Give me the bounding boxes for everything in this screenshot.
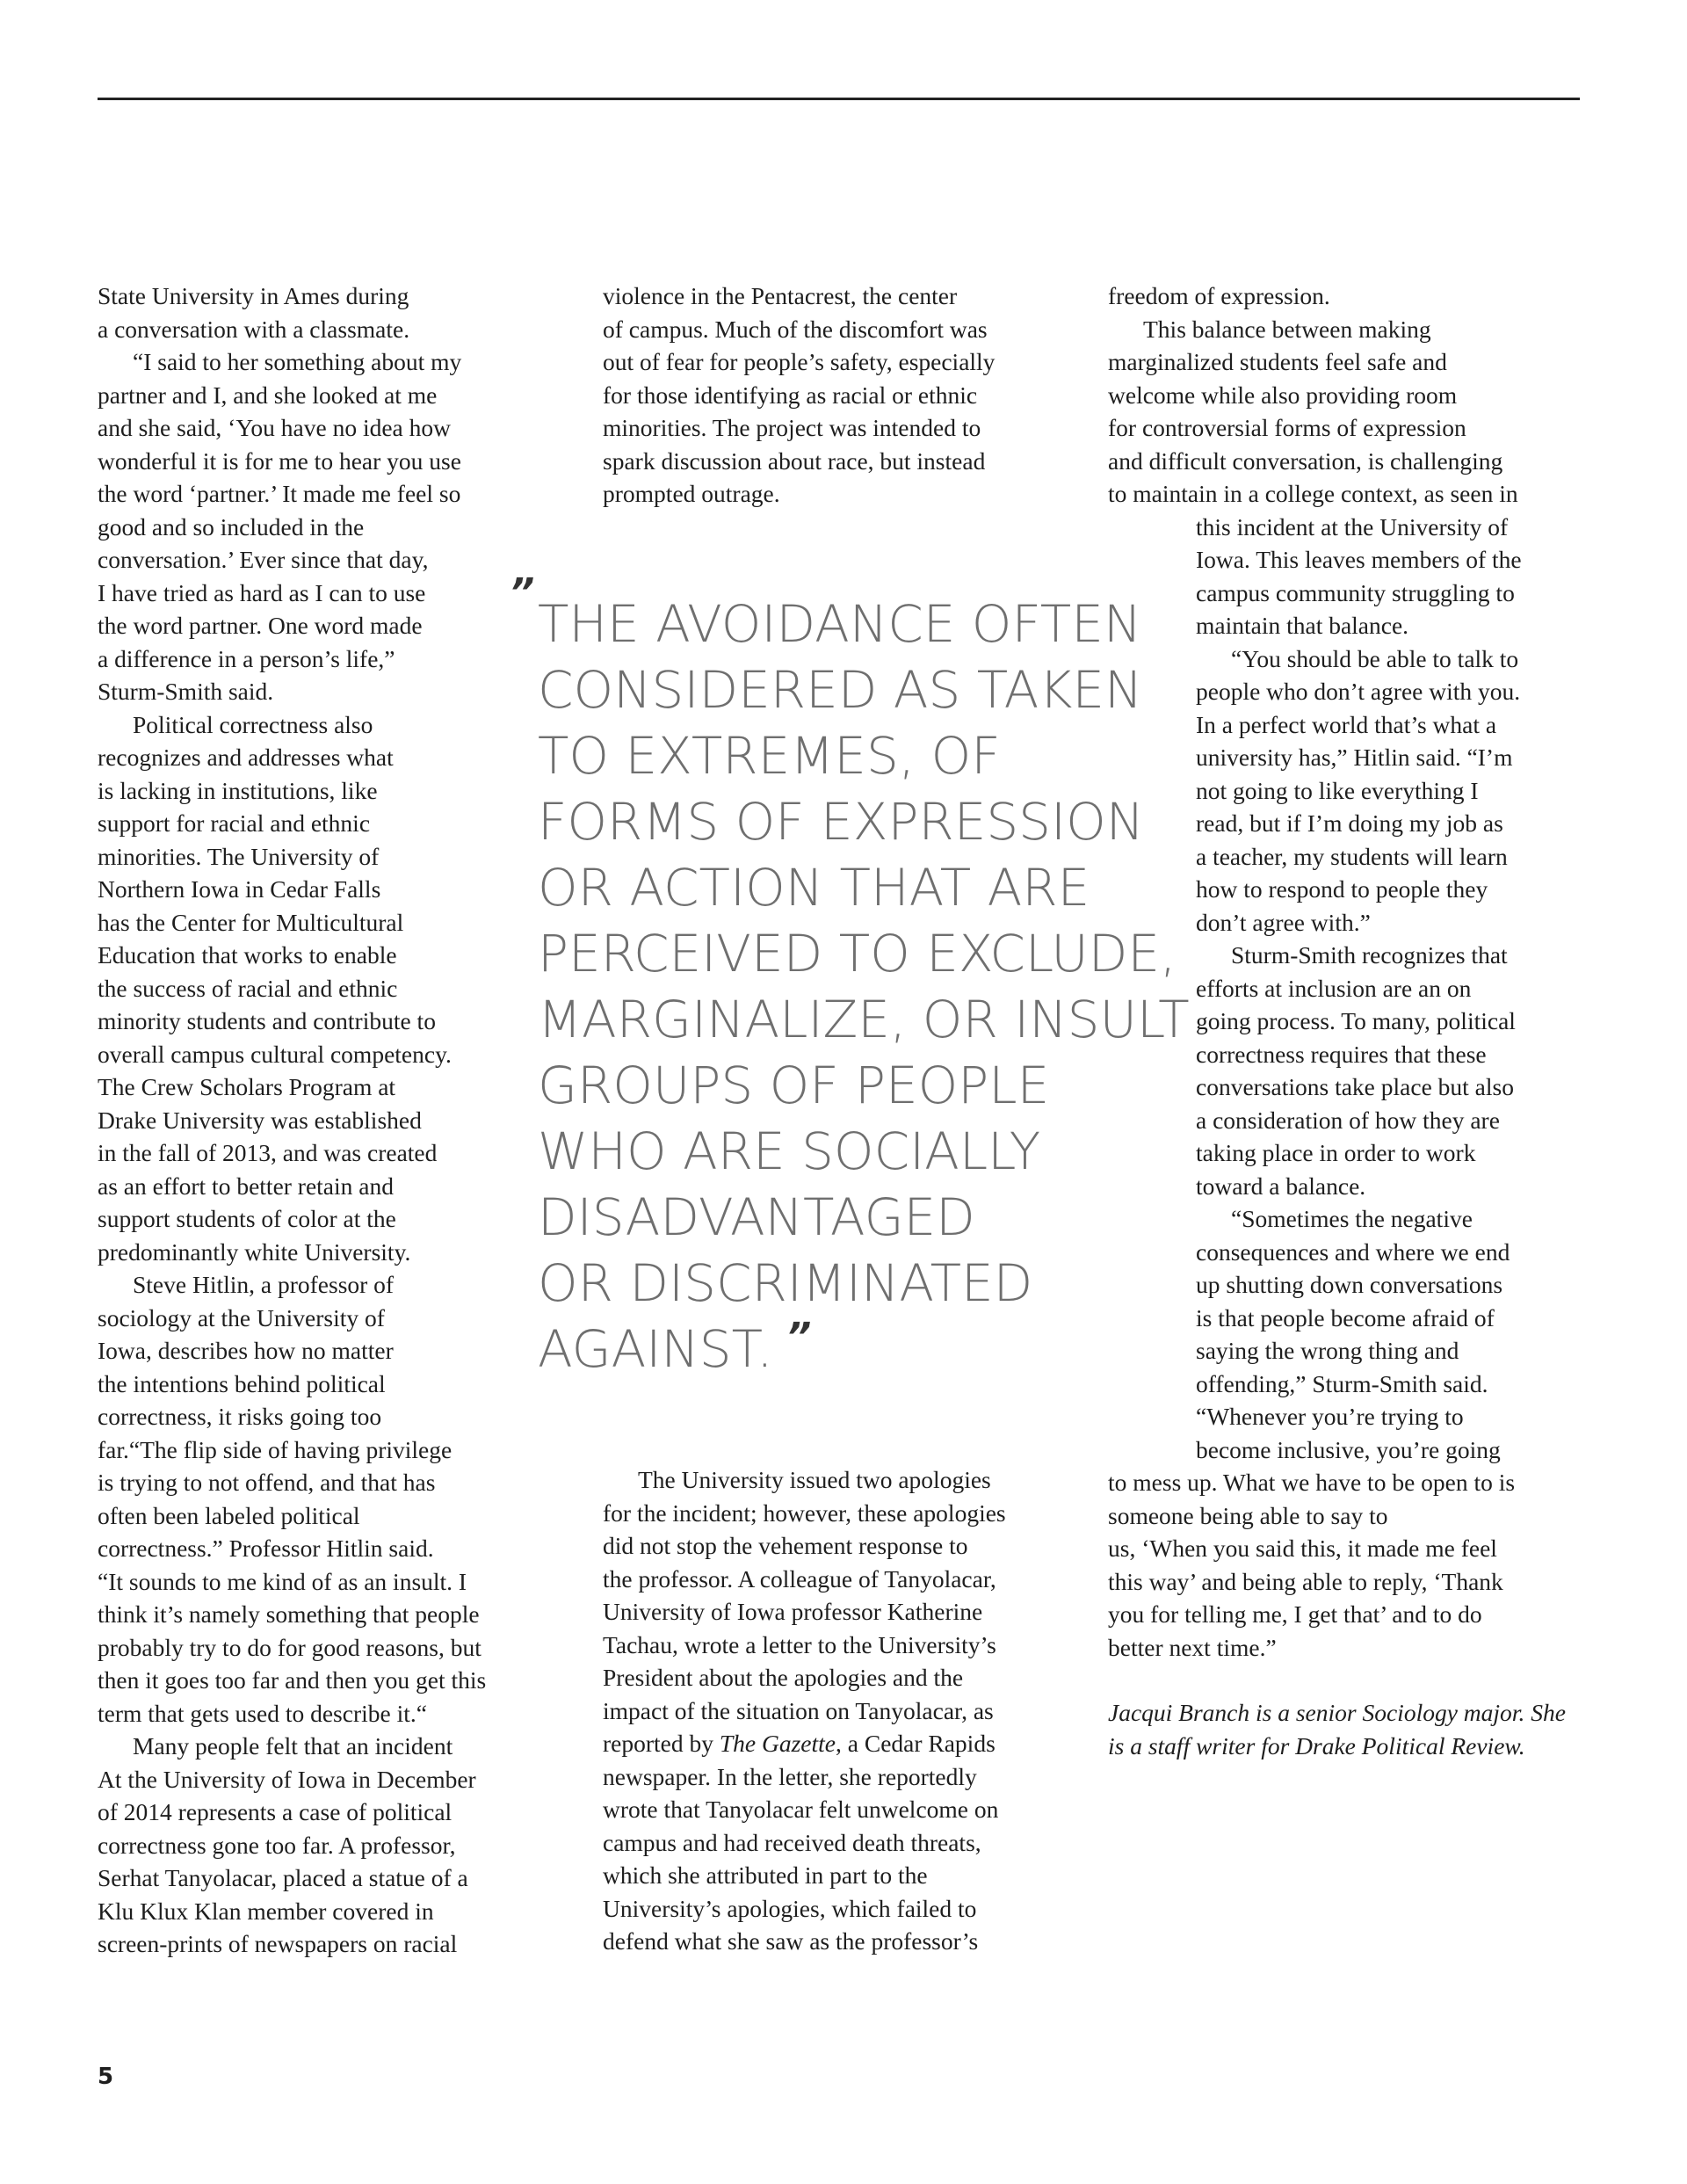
column-1 [98, 279, 537, 1961]
text-line: sociology at the University of [98, 1303, 385, 1331]
text-line: of 2014 represents a case of political [98, 1798, 453, 1825]
text-line: us, ‘When you said this, it made me feel [1108, 1535, 1497, 1562]
text-line: WHO ARE SOCIALLY [538, 1121, 1041, 1181]
text-line: marginalized students feel safe and [1108, 348, 1447, 375]
text-line: this way’ and being able to reply, ‘Thank [1108, 1567, 1503, 1595]
text-line: In a perfect world that’s what a [1196, 710, 1497, 738]
text-line: Many people felt that an incident [133, 1732, 453, 1760]
page-number: 5 [98, 2064, 114, 2090]
text-line: has the Center for Multicultural [98, 908, 404, 936]
close-quote-mark: ” [786, 1315, 812, 1360]
text-line: “Whenever you’re trying to [1196, 1403, 1464, 1430]
text-line: efforts at inclusion are an on [1196, 974, 1472, 1002]
text-line: predominantly white University. [98, 1237, 411, 1266]
text-line: At the University of Iowa in December [98, 1765, 476, 1793]
text-line: minorities. The project was intended to [603, 414, 981, 441]
text-line: a difference in a person’s life,” [98, 644, 395, 672]
col2-line: Tachau, wrote a letter to the University’s [603, 1630, 996, 1658]
publication-name: The Gazette [719, 1730, 836, 1757]
text-line: “You should be able to talk to [1231, 644, 1519, 672]
text-line: you for telling me, I get that’ and to do [1108, 1600, 1482, 1628]
text-line: and difficult conversation, is challenging [1108, 446, 1503, 475]
text-line: “It sounds to me kind of as an insult. I [98, 1567, 467, 1595]
text-line: Steve Hitlin, a professor of [133, 1271, 395, 1298]
col1-paragraph-2 [98, 345, 537, 708]
col2-text: reported by [603, 1730, 720, 1757]
col2-paragraph-1 [603, 279, 1060, 511]
text-line: up shutting down conversations [1196, 1271, 1503, 1298]
text-line: a teacher, my students will learn [1196, 842, 1508, 870]
text-line: and she said, ‘You have no idea how [98, 414, 451, 441]
col1-paragraph-1 [98, 279, 537, 345]
text-line: a consideration of how they are [1196, 1106, 1500, 1134]
open-quote-mark: ” [510, 570, 535, 615]
text-line: DISADVANTAGED [538, 1187, 975, 1247]
col2-line: for the incident; however, these apologies [603, 1498, 1006, 1527]
text-line: The Crew Scholars Program at [98, 1073, 396, 1100]
text-line: consequences and where we end [1196, 1237, 1510, 1266]
text-line: campus community struggling to [1196, 578, 1515, 606]
text-line: TO EXTREMES, OF [538, 726, 1001, 786]
text-line: someone being able to say to [1108, 1501, 1388, 1529]
text-line: better next time.” [1108, 1633, 1277, 1661]
text-line: this incident at the University of [1196, 512, 1509, 541]
text-line: Klu Klux Klan member covered in [98, 1897, 434, 1925]
text-line: is that people become afraid of [1196, 1303, 1495, 1331]
text-line: FORMS OF EXPRESSION [538, 792, 1145, 852]
text-line: overall campus cultural competency. [98, 1040, 452, 1068]
text-line: partner and I, and she looked at me [98, 381, 438, 409]
col2-line: the professor. A colleague of Tanyolacar, [603, 1564, 996, 1593]
text-line: is trying to not offend, and that has [98, 1469, 436, 1496]
col2-line: University of Iowa professor Katherine [603, 1598, 983, 1625]
text-line: good and so included in the [98, 512, 365, 541]
text-line: going process. To many, political [1196, 1007, 1516, 1034]
text-line: out of fear for people’s safety, especially [603, 348, 996, 375]
text-line: University’s apologies, which failed to [603, 1894, 977, 1922]
text-line: THE AVOIDANCE OFTEN [538, 594, 1142, 654]
text-line: is lacking in institutions, like [98, 776, 378, 804]
text-line: don’t agree with.” [1196, 908, 1371, 936]
text-line: correctness gone too far. A professor, [98, 1831, 456, 1859]
text-line: State University in Ames during [98, 282, 409, 309]
text-line: Iowa, describes how no matter [98, 1337, 394, 1364]
text-line: Sturm-Smith said. [98, 678, 274, 705]
pull-quote [538, 591, 1190, 1382]
text-line: of campus. Much of the discomfort was [603, 315, 988, 343]
text-line: term that gets used to describe it.“ [98, 1699, 427, 1727]
text-line: support for racial and ethnic [98, 809, 371, 837]
text-line: which she attributed in part to the [603, 1861, 928, 1889]
text-line: newspaper. In the letter, she reportedly [603, 1762, 977, 1790]
text-line: far.“The flip side of having privilege [98, 1435, 453, 1463]
text-line: GROUPS OF PEOPLE [538, 1056, 1050, 1115]
text-line: screen-prints of newspapers on racial [98, 1930, 458, 1957]
text-line: for those identifying as racial or ethnic [603, 381, 978, 409]
text-line: Serhat Tanyolacar, placed a statue of a [98, 1864, 468, 1891]
text-line: the success of racial and ethnic [98, 974, 398, 1002]
col3-paragraph-5-wrap [1108, 1466, 1582, 1664]
col3-paragraph-1 [1108, 279, 1582, 313]
text-line: toward a balance. [1196, 1172, 1366, 1200]
text-line: prompted outrage. [603, 480, 780, 507]
text-line: CONSIDERED AS TAKEN [538, 660, 1143, 720]
text-line: the intentions behind political [98, 1369, 386, 1397]
text-line: correctness, it risks going too [98, 1403, 382, 1430]
text-line: often been labeled political [98, 1501, 360, 1529]
text-line: Jacqui Branch is a senior Sociology major. She [1108, 1699, 1566, 1726]
text-line: then it goes too far and then you get this [98, 1666, 487, 1694]
col2-line: The University issued two apologies [638, 1466, 991, 1493]
col2-line-publication [603, 1727, 1060, 1760]
col3-paragraph-3 [1108, 642, 1582, 940]
column-2-bottom [603, 1463, 1060, 1958]
text-line: This balance between making [1143, 315, 1431, 343]
text-line: a conversation with a classmate. [98, 315, 410, 343]
text-line: AGAINST. [538, 1319, 773, 1379]
col2-rest [603, 1760, 1060, 1958]
text-line: support students of color at the [98, 1205, 396, 1232]
text-line: offending,” Sturm-Smith said. [1196, 1369, 1488, 1397]
text-line: Iowa. This leaves members of the [1196, 546, 1522, 573]
text-line: spark discussion about race, but instead [603, 446, 986, 475]
text-line: conversation.’ Ever since that day, [98, 546, 429, 573]
col2-line: did not stop the vehement response to [603, 1532, 968, 1559]
text-line: maintain that balance. [1196, 612, 1409, 639]
header-rule [98, 98, 1580, 100]
text-line: campus and had received death threats, [603, 1828, 981, 1856]
col2-line: impact of the situation on Tanyolacar, as [603, 1696, 994, 1724]
text-line: freedom of expression. [1108, 282, 1330, 309]
text-line: read, but if I’m doing my job as [1196, 809, 1503, 837]
text-line: wrote that Tanyolacar felt unwelcome on [603, 1796, 999, 1823]
text-line: correctness requires that these [1196, 1040, 1487, 1068]
text-line: the word ‘partner.’ It made me feel so [98, 480, 461, 507]
text-line: recognizes and addresses what [98, 744, 394, 771]
text-line: how to respond to people they [1196, 875, 1488, 903]
text-line: wonderful it is for me to hear you use [98, 446, 461, 475]
col2-line: President about the apologies and the [603, 1664, 964, 1691]
text-line: is a staff writer for Drake Political Review. [1108, 1731, 1525, 1760]
author-bio [1108, 1696, 1582, 1762]
text-line: Northern Iowa in Cedar Falls [98, 875, 381, 903]
text-line: not going to like everything I [1196, 776, 1479, 804]
text-line: for controversial forms of expression [1108, 414, 1466, 441]
col3-paragraph-2 [1108, 313, 1582, 511]
text-line: OR DISCRIMINATED [538, 1253, 1033, 1313]
col1-paragraph-5 [98, 1730, 537, 1961]
text-line: become inclusive, you’re going [1196, 1435, 1501, 1463]
text-line: welcome while also providing room [1108, 381, 1458, 409]
text-line: think it’s namely something that people [98, 1600, 480, 1628]
text-line: “I said to her something about my [133, 348, 462, 375]
col3-paragraph-5 [1108, 1202, 1582, 1466]
text-line: Drake University was established [98, 1106, 422, 1134]
column-3 [1108, 279, 1582, 1762]
col1-paragraph-4 [98, 1268, 537, 1730]
text-line: defend what she saw as the professor’s [603, 1927, 979, 1955]
column-2-top [603, 279, 1060, 511]
text-line: conversations take place but also [1196, 1073, 1514, 1100]
text-line: saying the wrong thing and [1196, 1337, 1459, 1364]
text-line: PERCEIVED TO EXCLUDE, [538, 924, 1177, 983]
col2-paragraph-2 [603, 1463, 1060, 1958]
text-line: minorities. The University of [98, 842, 380, 870]
text-line: to maintain in a college context, as seen in [1108, 480, 1518, 507]
text-line: the word partner. One word made [98, 612, 423, 639]
text-line: people who don’t agree with you. [1196, 678, 1521, 705]
text-line: in the fall of 2013, and was created [98, 1139, 438, 1166]
text-line: correctness.” Professor Hitlin said. [98, 1535, 434, 1562]
text-line: minority students and contribute to [98, 1007, 436, 1034]
col1-paragraph-3 [98, 708, 537, 1269]
text-line: university has,” Hitlin said. “I’m [1196, 744, 1513, 771]
text-line: “Sometimes the negative [1231, 1205, 1473, 1232]
text-line: I have tried as hard as I can to use [98, 578, 426, 606]
text-line: violence in the Pentacrest, the center [603, 282, 958, 309]
col3-paragraph-4 [1108, 939, 1582, 1202]
text-line: Sturm-Smith recognizes that [1231, 941, 1508, 969]
text-line: taking place in order to work [1196, 1139, 1476, 1166]
text-line: Political correctness also [133, 710, 373, 738]
text-line: MARGINALIZE, OR INSULT [538, 990, 1190, 1049]
text-line: to mess up. What we have to be open to is [1108, 1469, 1516, 1496]
text-line: as an effort to better retain and [98, 1172, 394, 1200]
text-line: probably try to do for good reasons, but [98, 1633, 481, 1661]
text-line: Education that works to enable [98, 941, 397, 969]
col3-paragraph-2-wrap [1108, 511, 1582, 642]
text-line: OR ACTION THAT ARE [538, 858, 1090, 918]
col2-text: , a Cedar Rapids [836, 1730, 996, 1757]
